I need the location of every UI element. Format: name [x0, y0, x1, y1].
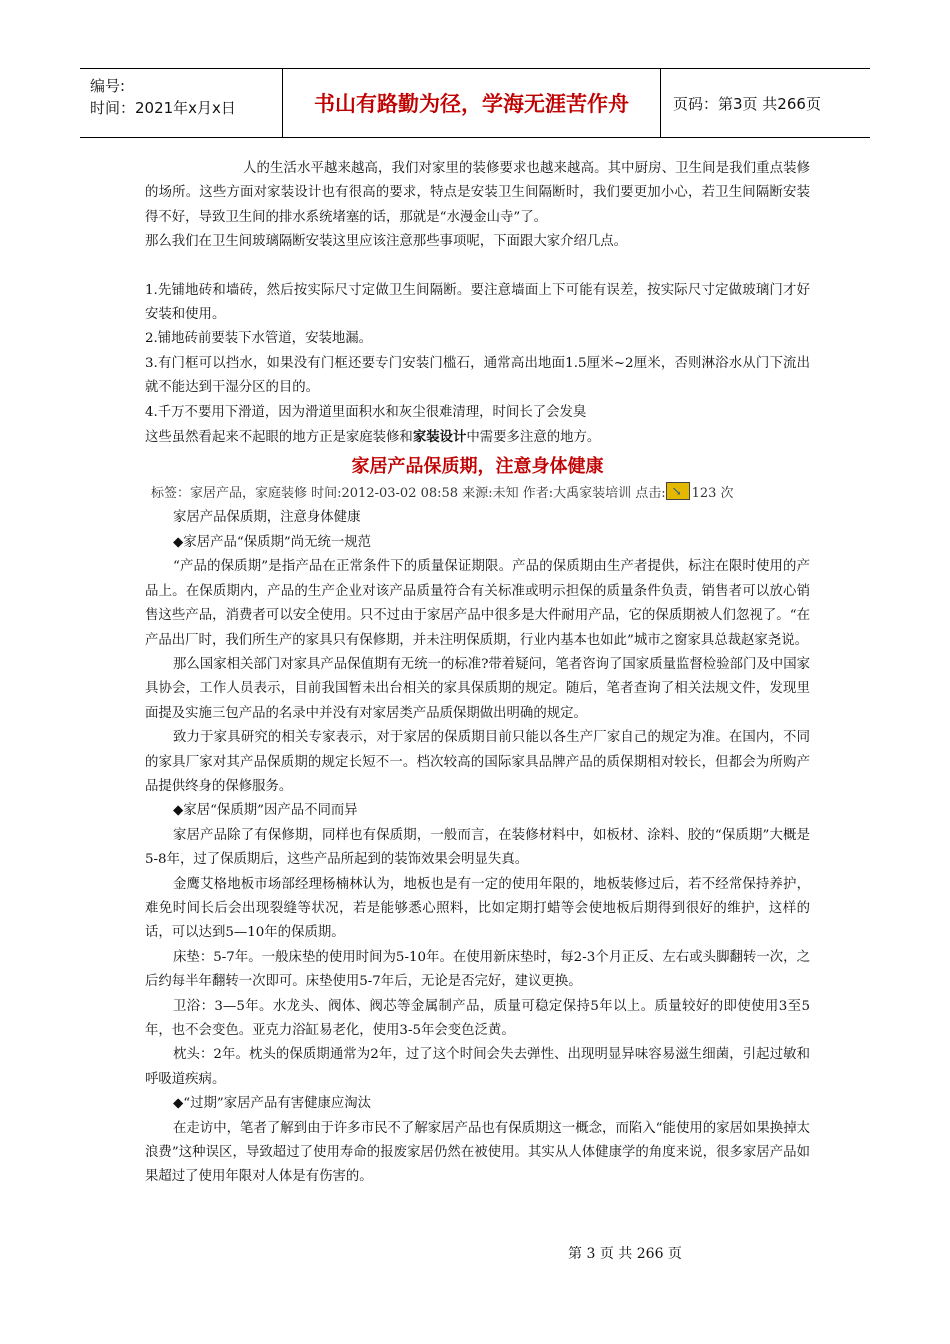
summary-paragraph	[145, 425, 810, 450]
article-subtitle: 家居产品保质期，注意身体健康	[173, 510, 361, 526]
article-paragraph-8: 枕头：2年。枕头的保质期通常为2年，过了这个时间会失去弹性、出现明显异味容易滋生细菌，引起过敏和呼吸道疾病。	[145, 1047, 810, 1087]
spacer	[145, 255, 810, 279]
article-click-count: 123 次	[691, 486, 734, 502]
list-item-4: 4.千万不要用下滑道，因为滑道里面积水和灰尘很难清理，时间长了会发臭	[145, 404, 587, 420]
article-paragraph-4: 家居产品除了有保修期，同样也有保质期，一般而言，在装修材料中，如板材、涂料、胶的“保质期”大概是5-8年，过了保质期后，这些产品所起到的装饰效果会明显失真。	[145, 827, 810, 868]
article-paragraph-2: 那么国家相关部门对家具产品保值期有无统一的标准?带着疑问，笔者咨询了国家质量监督检验部门及中国家具协会，工作人员表示，目前我国暂未出台相关的家具保质期的规定。随后，笔者查询了相关法规文件，发现里面提及实施三包产品的名录中并没有对家居类产品质保期做出明确的规定。	[145, 656, 810, 721]
document-time-label: 时间：2021年x月x日	[90, 99, 236, 117]
footer-page-number: 第 3 页 共 266 页	[568, 1246, 682, 1262]
intro-paragraph-1: 人的生活水平越来越高，我们对家里的装修要求也越来越高。其中厨房、卫生间是我们重点装修的场所。这些方面对家装设计也有很高的要求，特点是安装卫生间隔断时，我们要更加小心，若卫生间隔断安装得不好，导致卫生间的排水系统堵塞的话，那就是“水漫金山寺”了。	[145, 161, 810, 225]
list-item-1: 1.先铺地砖和墙砖，然后按实际尺寸定做卫生间隔断。要注意墙面上下可能有误差，按实际尺寸定做玻璃门才好安装和使用。	[145, 282, 810, 323]
article-paragraph-6: 床垫：5-7年。一般床垫的使用时间为5-10年。在使用新床垫时，每2-3个月正反、左右或头脚翻转一次，之后约每半年翻转一次即可。床垫使用5-7年后，无论是否完好，建议更换。	[145, 949, 810, 990]
page-footer	[0, 1243, 950, 1263]
header-motto: 书山有路勤为径，学海无涯苦作舟	[283, 69, 661, 137]
document-body	[145, 157, 810, 1190]
list-item-2: 2.铺地砖前要装下水管道，安装地漏。	[145, 331, 373, 347]
summary-link-design[interactable]: 家装设计	[412, 429, 467, 446]
summary-text-before: 这些虽然看起来不起眼的地方正是家庭装修和	[145, 430, 413, 446]
article-meta-text: 标签：家居产品，家庭装修 时间:2012-03-02 08:58 来源:未知 作者:大禹家装培训 点击:	[151, 486, 666, 502]
article-paragraph-9: 在走访中，笔者了解到由于许多市民不了解家居产品也有保质期这一概念，而陷入“能使用的家居如果换掉太浪费”这种误区，导致超过了使用寿命的报废家居仍然在被使用。其实从人体健康学的角度来说，很多家居产品如果超过了使用年限对人体是有伤害的。	[145, 1120, 810, 1185]
section-heading-1: ◆家居产品“保质期”尚无统一规范	[173, 534, 372, 550]
article-paragraph-7: 卫浴：3—5年。水龙头、阀体、阀芯等金属制产品，质量可稳定保持5年以上。质量较好的即使使用3至5年，也不会变色。亚克力浴缸易老化，使用3-5年会变色泛黄。	[145, 998, 810, 1038]
article-title: 家居产品保质期，注意身体健康	[351, 456, 604, 478]
document-number-label: 编号:	[90, 77, 126, 95]
header-page-label: 页码：第3页 共266页	[673, 94, 821, 113]
article-paragraph-3: 致力于家具研究的相关专家表示，对于家居的保质期目前只能以各生产厂家自己的规定为准。在国内，不同的家具厂家对其产品保质期的规定长短不一。档次较高的国际家具品牌产品的质保期相对较长，但都会为所购产品提供终身的保修服务。	[145, 730, 810, 794]
intro-paragraph-2: 那么我们在卫生间玻璃隔断安装这里应该注意那些事项呢，下面跟大家介绍几点。	[145, 234, 628, 250]
article-meta	[151, 482, 810, 506]
section-heading-3: ◆“过期”家居产品有害健康应淘汰	[173, 1096, 372, 1112]
header-table	[80, 68, 870, 138]
article-paragraph-1: “产品的保质期”是指产品在正常条件下的质量保证期限。产品的保质期由生产者提供，标注在限时使用的产品上。在保质期内，产品的生产企业对该产品质量符合有关标准或明示担保的质量条件负责，销售者可以放心销售这些产品，消费者可以安全使用。只不过由于家居产品中很多是大件耐用产品，它的保质期被人们忽视了。“在产品出厂时，我们所生产的家具只有保修期，并未注明保质期，行业内基本也如此”城市之窗家具总裁赵家尧说。	[145, 559, 810, 648]
list-item-3: 3.有门框可以挡水，如果没有门框还要专门安装门槛石，通常高出地面1.5厘米~2厘米，否则淋浴水从门下流出就不能达到干湿分区的目的。	[145, 355, 810, 396]
section-heading-2: ◆家居“保质期”因产品不同而异	[173, 803, 358, 819]
click-count-icon: ↘	[666, 482, 690, 500]
summary-text-after: 中需要多注意的地方。	[466, 430, 601, 446]
header-info-cell	[80, 69, 283, 137]
article-paragraph-5: 金鹰艾格地板市场部经理杨楠林认为，地板也是有一定的使用年限的，地板装修过后，若不经常保持养护，难免时间长后会出现裂缝等状况，若是能够悉心照料，比如定期打蜡等会使地板后期得到很好的维护，这样的话，可以达到5—10年的保质期。	[145, 876, 810, 941]
